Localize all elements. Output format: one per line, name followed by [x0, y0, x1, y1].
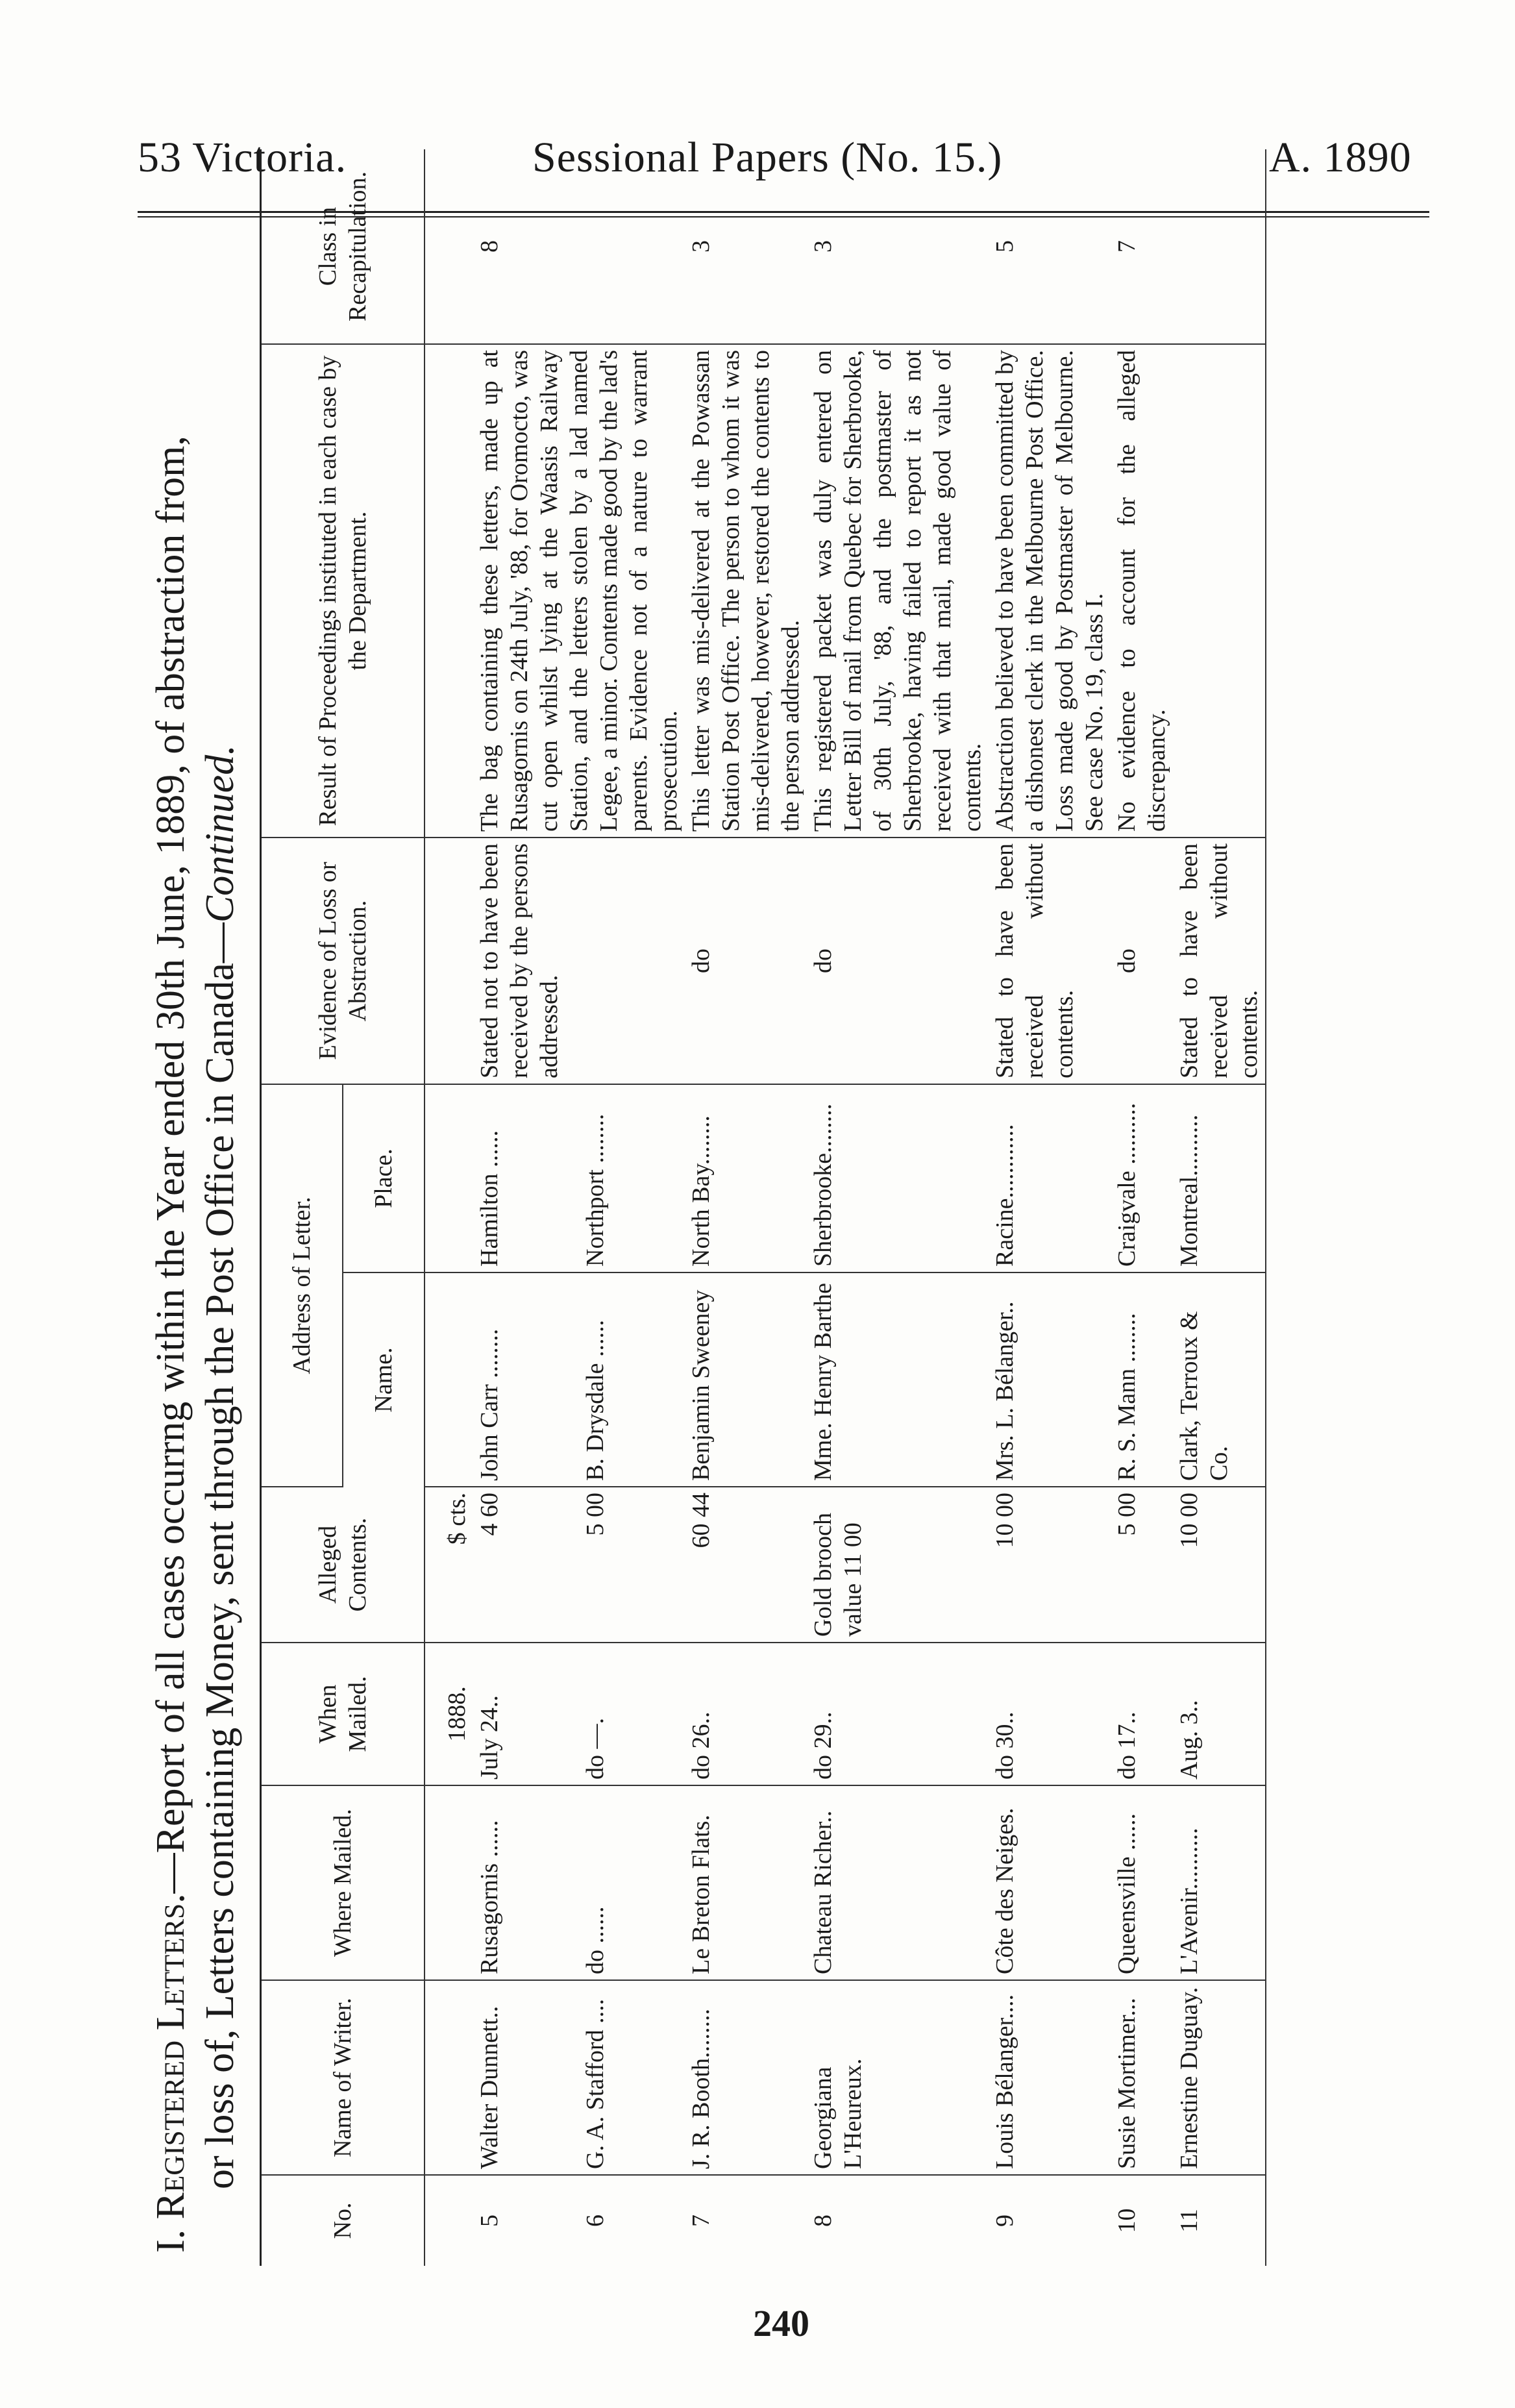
- cell-when: do —.: [579, 1643, 685, 1785]
- cell-where: Chateau Richer..: [807, 1785, 989, 1980]
- cell-place: Montreal..........: [1173, 1084, 1266, 1272]
- cell-place: Racine............: [989, 1084, 1111, 1272]
- cell-writer: Walter Dunnett..: [473, 1980, 579, 2175]
- cell-evidence: Stated to have been received without contents.: [989, 838, 1111, 1084]
- col-header-evidence: Evidence of Loss or Abstraction.: [261, 838, 425, 1084]
- col-header-when: When Mailed.: [261, 1643, 425, 1785]
- year-label: 1888.: [425, 1643, 473, 1785]
- cell-writer: Georgiana L'Heureux.: [807, 1980, 989, 2175]
- header-volume: 53 Victoria.: [138, 134, 347, 181]
- cell-name: John Carr ........: [473, 1272, 579, 1487]
- col-header-writer: Name of Writer.: [261, 1980, 425, 2175]
- cell-no: 7: [687, 2215, 715, 2227]
- col-header-no: No.: [261, 2175, 425, 2266]
- cell-result: [1173, 344, 1266, 838]
- table-row: [473, 149, 579, 2266]
- cell-class: 7: [1111, 149, 1173, 344]
- cell-name: R. S. Mann ........: [1111, 1272, 1173, 1487]
- cell-when: do 17..: [1111, 1643, 1173, 1785]
- title-continued: Continued.: [198, 745, 242, 923]
- report-table: [260, 149, 1266, 2266]
- cell-when: do 26..: [685, 1643, 807, 1785]
- cell-place: Sherbrooke........: [807, 1084, 989, 1272]
- cell-class: [1173, 149, 1266, 344]
- header-title: Sessional Papers (No. 15.): [532, 134, 1003, 181]
- title-line1: —Report of all cases occurrng within the Year ended 30th June, 1889, of abstraction from,: [149, 436, 193, 1894]
- cell-name: Mme. Henry Barthe: [807, 1272, 989, 1487]
- cell-when: do 29..: [807, 1643, 989, 1785]
- col-header-address: Address of Letter.: [261, 1084, 343, 1487]
- cell-where: Rusagornis ......: [473, 1785, 579, 1980]
- cell-place: Hamilton ......: [473, 1084, 579, 1272]
- col-header-result: Result of Proceedings instituted in each case by the Department.: [261, 344, 425, 838]
- table-row: [1173, 149, 1266, 2266]
- cell-writer: G. A. Stafford ....: [579, 1980, 685, 2175]
- cell-no: 10: [1113, 2208, 1140, 2233]
- cell-where: Le Breton Flats.: [685, 1785, 807, 1980]
- cell-where: Queensville ......: [1111, 1785, 1173, 1980]
- cell-contents: 5 00: [579, 1487, 685, 1643]
- cell-writer: J. R. Booth........: [685, 1980, 807, 2175]
- cell-where: Côte des Neiges.: [989, 1785, 1111, 1980]
- table-row: [1111, 149, 1173, 2266]
- cell-no: 8: [809, 2215, 837, 2227]
- table-row: [685, 149, 807, 2266]
- cell-name: B. Drysdale ......: [579, 1272, 685, 1487]
- cell-contents: 5 00: [1111, 1487, 1173, 1643]
- table-row: [989, 149, 1111, 2266]
- cell-contents: 10 00: [1173, 1487, 1266, 1643]
- col-header-contents: Alleged Contents.: [261, 1487, 425, 1643]
- money-unit-label: $ cts.: [425, 1487, 473, 1643]
- cell-contents: Gold brooch value 11 00: [807, 1487, 989, 1643]
- title-number: I.: [149, 2219, 193, 2253]
- units-row: [425, 149, 473, 2266]
- cell-contents: 60 44: [685, 1487, 807, 1643]
- title-line2: or loss of, Letters containing Money, sent through the Post Office in Canada—: [198, 923, 242, 2189]
- cell-place: Northport ........: [579, 1084, 685, 1272]
- cell-name: Mrs. L. Bélanger..: [989, 1272, 1111, 1487]
- cell-contents: 4 60: [473, 1487, 579, 1643]
- cell-result: Abstraction believed to have been committed by a dishonest clerk in the Melbourne Post Office. Loss made good by Postmaster of Melbourne. See case No. 19, class I.: [989, 344, 1111, 838]
- table-row: [807, 149, 989, 2266]
- cell-result: The bag containing these letters, made up at Rusagornis on 24th July, '88, for Oromocto, was cut open whilst lying at the Waasis Railway Station, and the letters stolen by a lad named Legee, a minor. Contents made good by the lad's parents. Evidence not of a nature to warrant prosecution.: [473, 344, 685, 838]
- cell-writer: Louis Bélanger....: [989, 1980, 1111, 2175]
- cell-evidence: do: [807, 838, 989, 1084]
- rotated-report: [146, 149, 1392, 2266]
- cell-class: 3: [685, 149, 807, 344]
- col-header-where: Where Mailed.: [261, 1785, 425, 1980]
- col-header-place: Place.: [343, 1084, 425, 1272]
- cell-class: 5: [989, 149, 1111, 344]
- cell-no: 9: [991, 2215, 1018, 2227]
- header-year: A. 1890: [1269, 134, 1412, 181]
- cell-writer: Ernestine Duguay.: [1173, 1980, 1266, 2175]
- cell-name: Clark, Terroux & Co.: [1173, 1272, 1266, 1487]
- col-header-name: Name.: [343, 1272, 425, 1487]
- cell-evidence: Stated not to have been received by the persons addressed.: [473, 838, 685, 1084]
- cell-result: This letter was mis-delivered at the Powassan Station Post Office. The person to whom it was mis-delivered, however, restored the contents to the person addressed.: [685, 344, 807, 838]
- cell-evidence: Stated to have been received without contents.: [1173, 838, 1266, 1084]
- cell-place: Craigvale ..........: [1111, 1084, 1173, 1272]
- title-section: Registered Letters.: [149, 1893, 193, 2220]
- cell-result: No evidence to account for the alleged discrepancy.: [1111, 344, 1173, 838]
- cell-when: July 24..: [473, 1643, 579, 1785]
- cell-class: 8: [473, 149, 685, 344]
- col-header-class: Class in Recapitulation.: [261, 149, 425, 344]
- report-title: [146, 162, 245, 2253]
- cell-contents: 10 00: [989, 1487, 1111, 1643]
- cell-where: do ......: [579, 1785, 685, 1980]
- cell-no: 5: [476, 2215, 503, 2227]
- cell-when: Aug. 3..: [1173, 1643, 1266, 1785]
- cell-place: North Bay........: [685, 1084, 807, 1272]
- cell-evidence: do: [685, 838, 807, 1084]
- cell-when: do 30..: [989, 1643, 1111, 1785]
- cell-no: 11: [1173, 2175, 1266, 2266]
- cell-result: This registered packet was duly entered on Letter Bill of mail from Quebec for Sherbrooke, of 30th July, '88, and the postmaster of Sherbrooke, having failed to report it as not received with that mail, made good value of contents.: [807, 344, 989, 838]
- cell-writer: Susie Mortimer...: [1111, 1980, 1173, 2175]
- cell-where: L'Avenir..........: [1173, 1785, 1266, 1980]
- cell-no: 6: [582, 2215, 609, 2227]
- cell-class: 3: [807, 149, 989, 344]
- cell-evidence: do: [1111, 838, 1173, 1084]
- cell-name: Benjamin Sweeney: [685, 1272, 807, 1487]
- page-number: 240: [753, 2302, 809, 2344]
